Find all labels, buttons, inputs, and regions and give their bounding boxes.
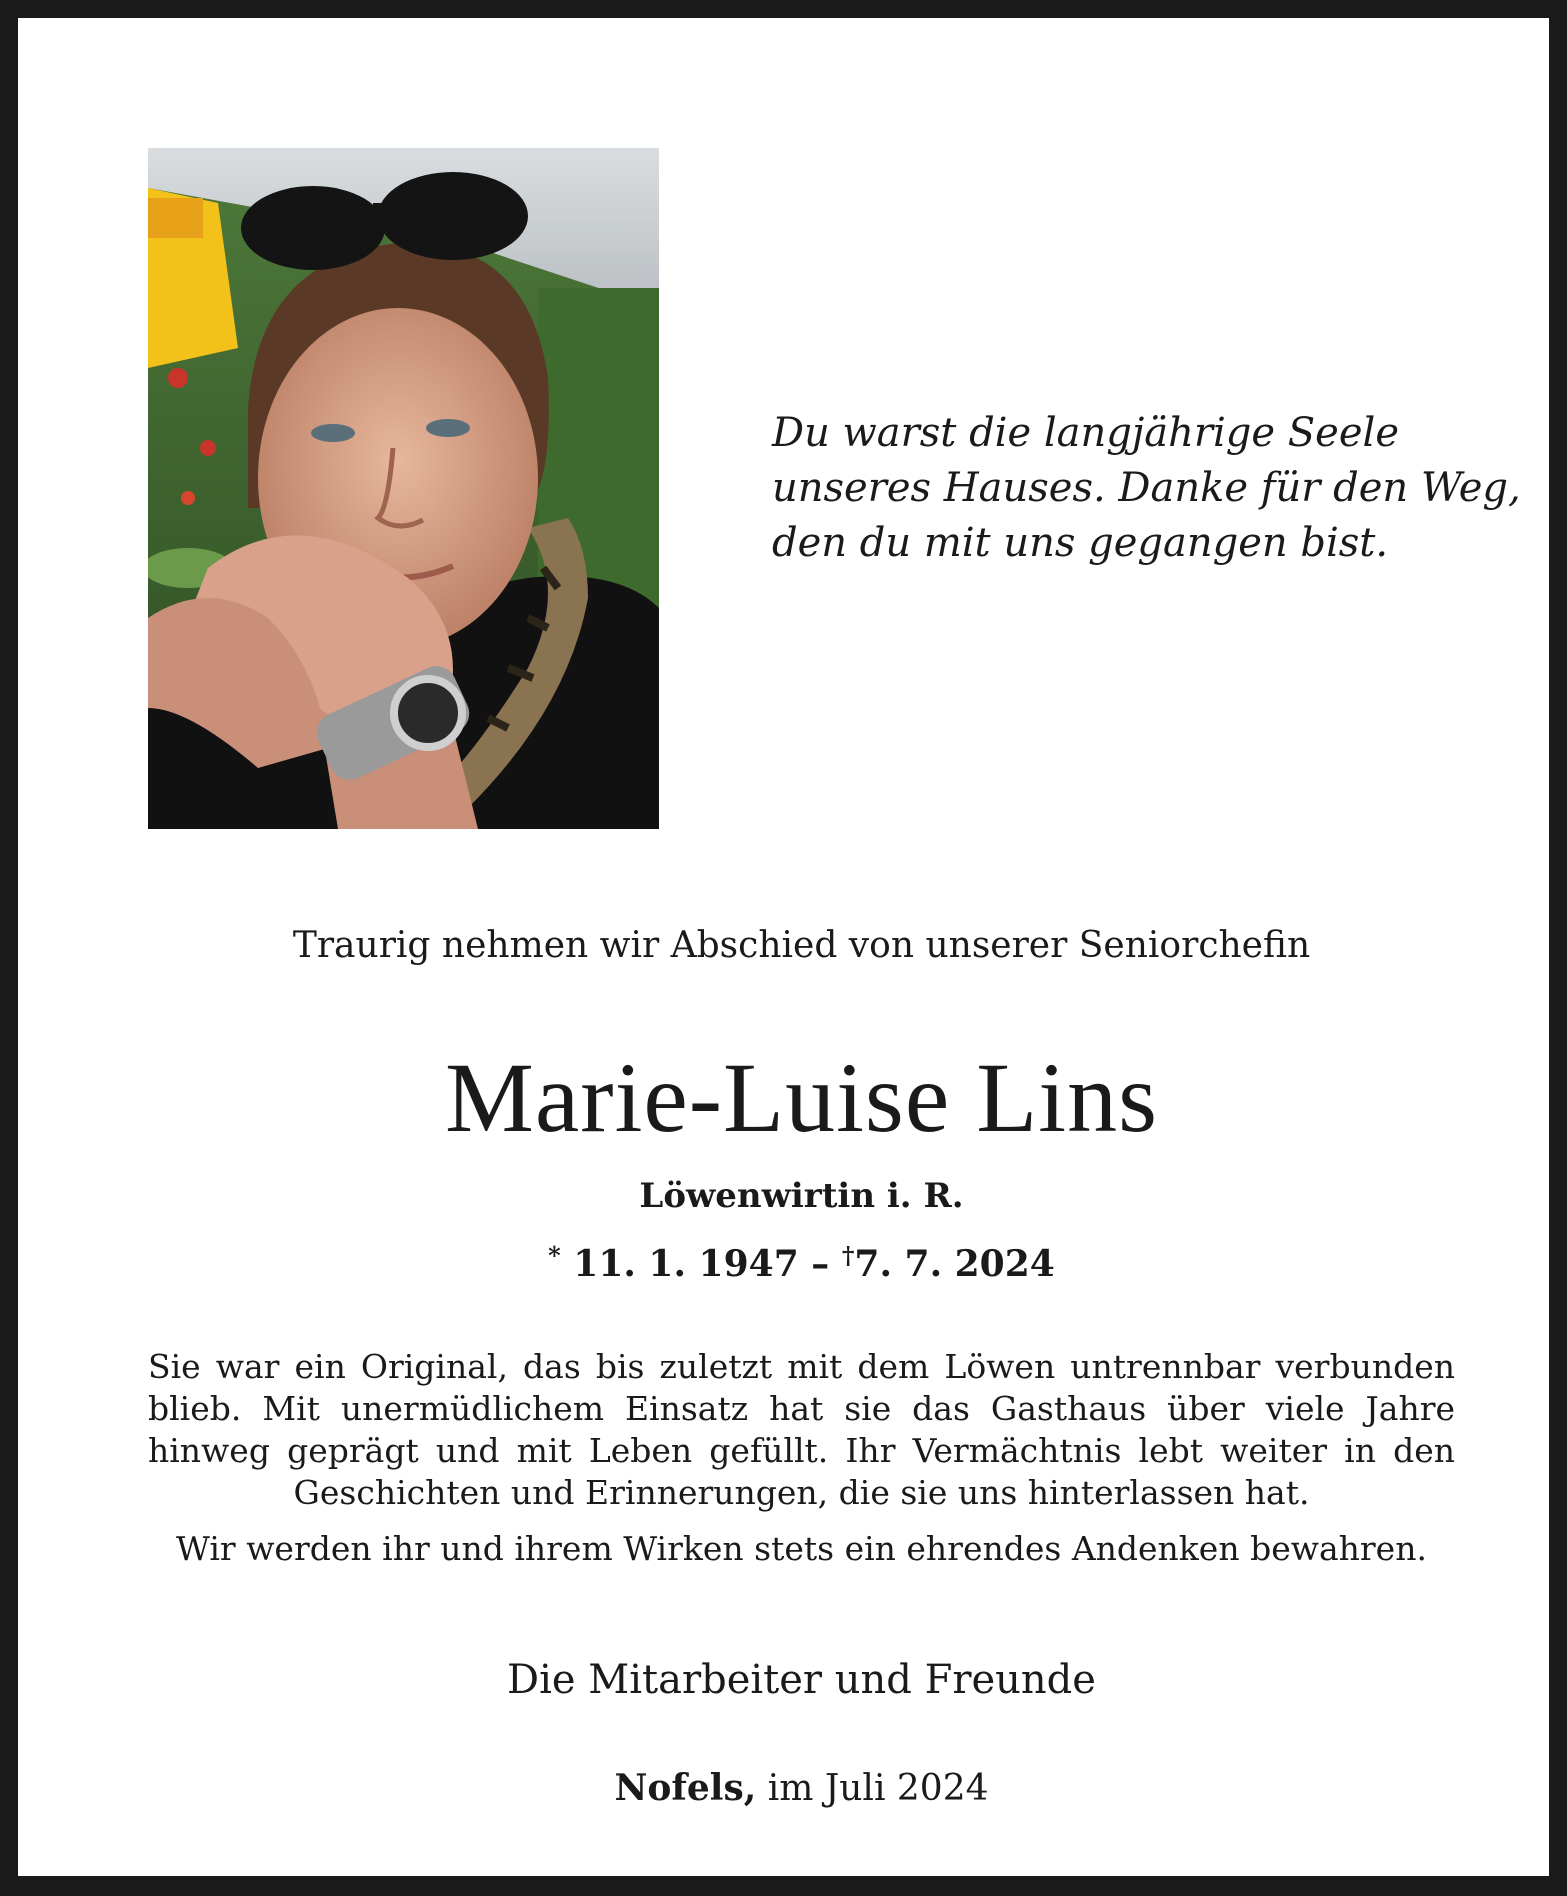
quote-line: den du mit uns gegangen bist. [772, 520, 1389, 566]
portrait-photo [148, 148, 659, 829]
obituary-body [148, 1346, 1455, 1570]
date-separator: – [811, 1243, 830, 1285]
death-symbol: † [841, 1241, 855, 1270]
life-dates [18, 1240, 1567, 1288]
memorial-quote [772, 406, 1521, 571]
body-paragraph: Wir werden ihr und ihrem Wirken stets ein ehrendes Andenken bewahren. [176, 1529, 1427, 1568]
place-town: Nofels, [614, 1767, 757, 1809]
portrait-image [148, 148, 659, 829]
deceased-name: Marie-Luise Lins [444, 1042, 1159, 1153]
death-date: 7. 7. 2024 [854, 1243, 1055, 1285]
signature: Die Mitarbeiter und Freunde [507, 1657, 1096, 1703]
announcement-intro: Traurig nehmen wir Abschied von unserer Seniorchefin [292, 925, 1311, 966]
quote-line: unseres Hauses. Danke für den Weg, [772, 465, 1521, 511]
place-month: im Juli 2024 [767, 1768, 989, 1809]
birth-date: 11. 1. 1947 [573, 1243, 799, 1285]
birth-symbol: * [548, 1241, 561, 1270]
body-paragraph: Sie war ein Original, das bis zuletzt mit dem Löwen untrennbar verbunden blieb. Mit unermüdlichem Einsatz hat sie das Gasthaus über viele Jahre hinweg geprägt und mit Leben gefüllt. Ihr Vermächtnis lebt weiter in den Geschichten und Erinnerungen, die sie uns hinterlassen hat. [148, 1347, 1455, 1512]
deceased-role: Löwenwirtin i. R. [639, 1176, 964, 1216]
quote-line: Du warst die langjährige Seele [772, 410, 1399, 456]
place-date [18, 1765, 1567, 1812]
